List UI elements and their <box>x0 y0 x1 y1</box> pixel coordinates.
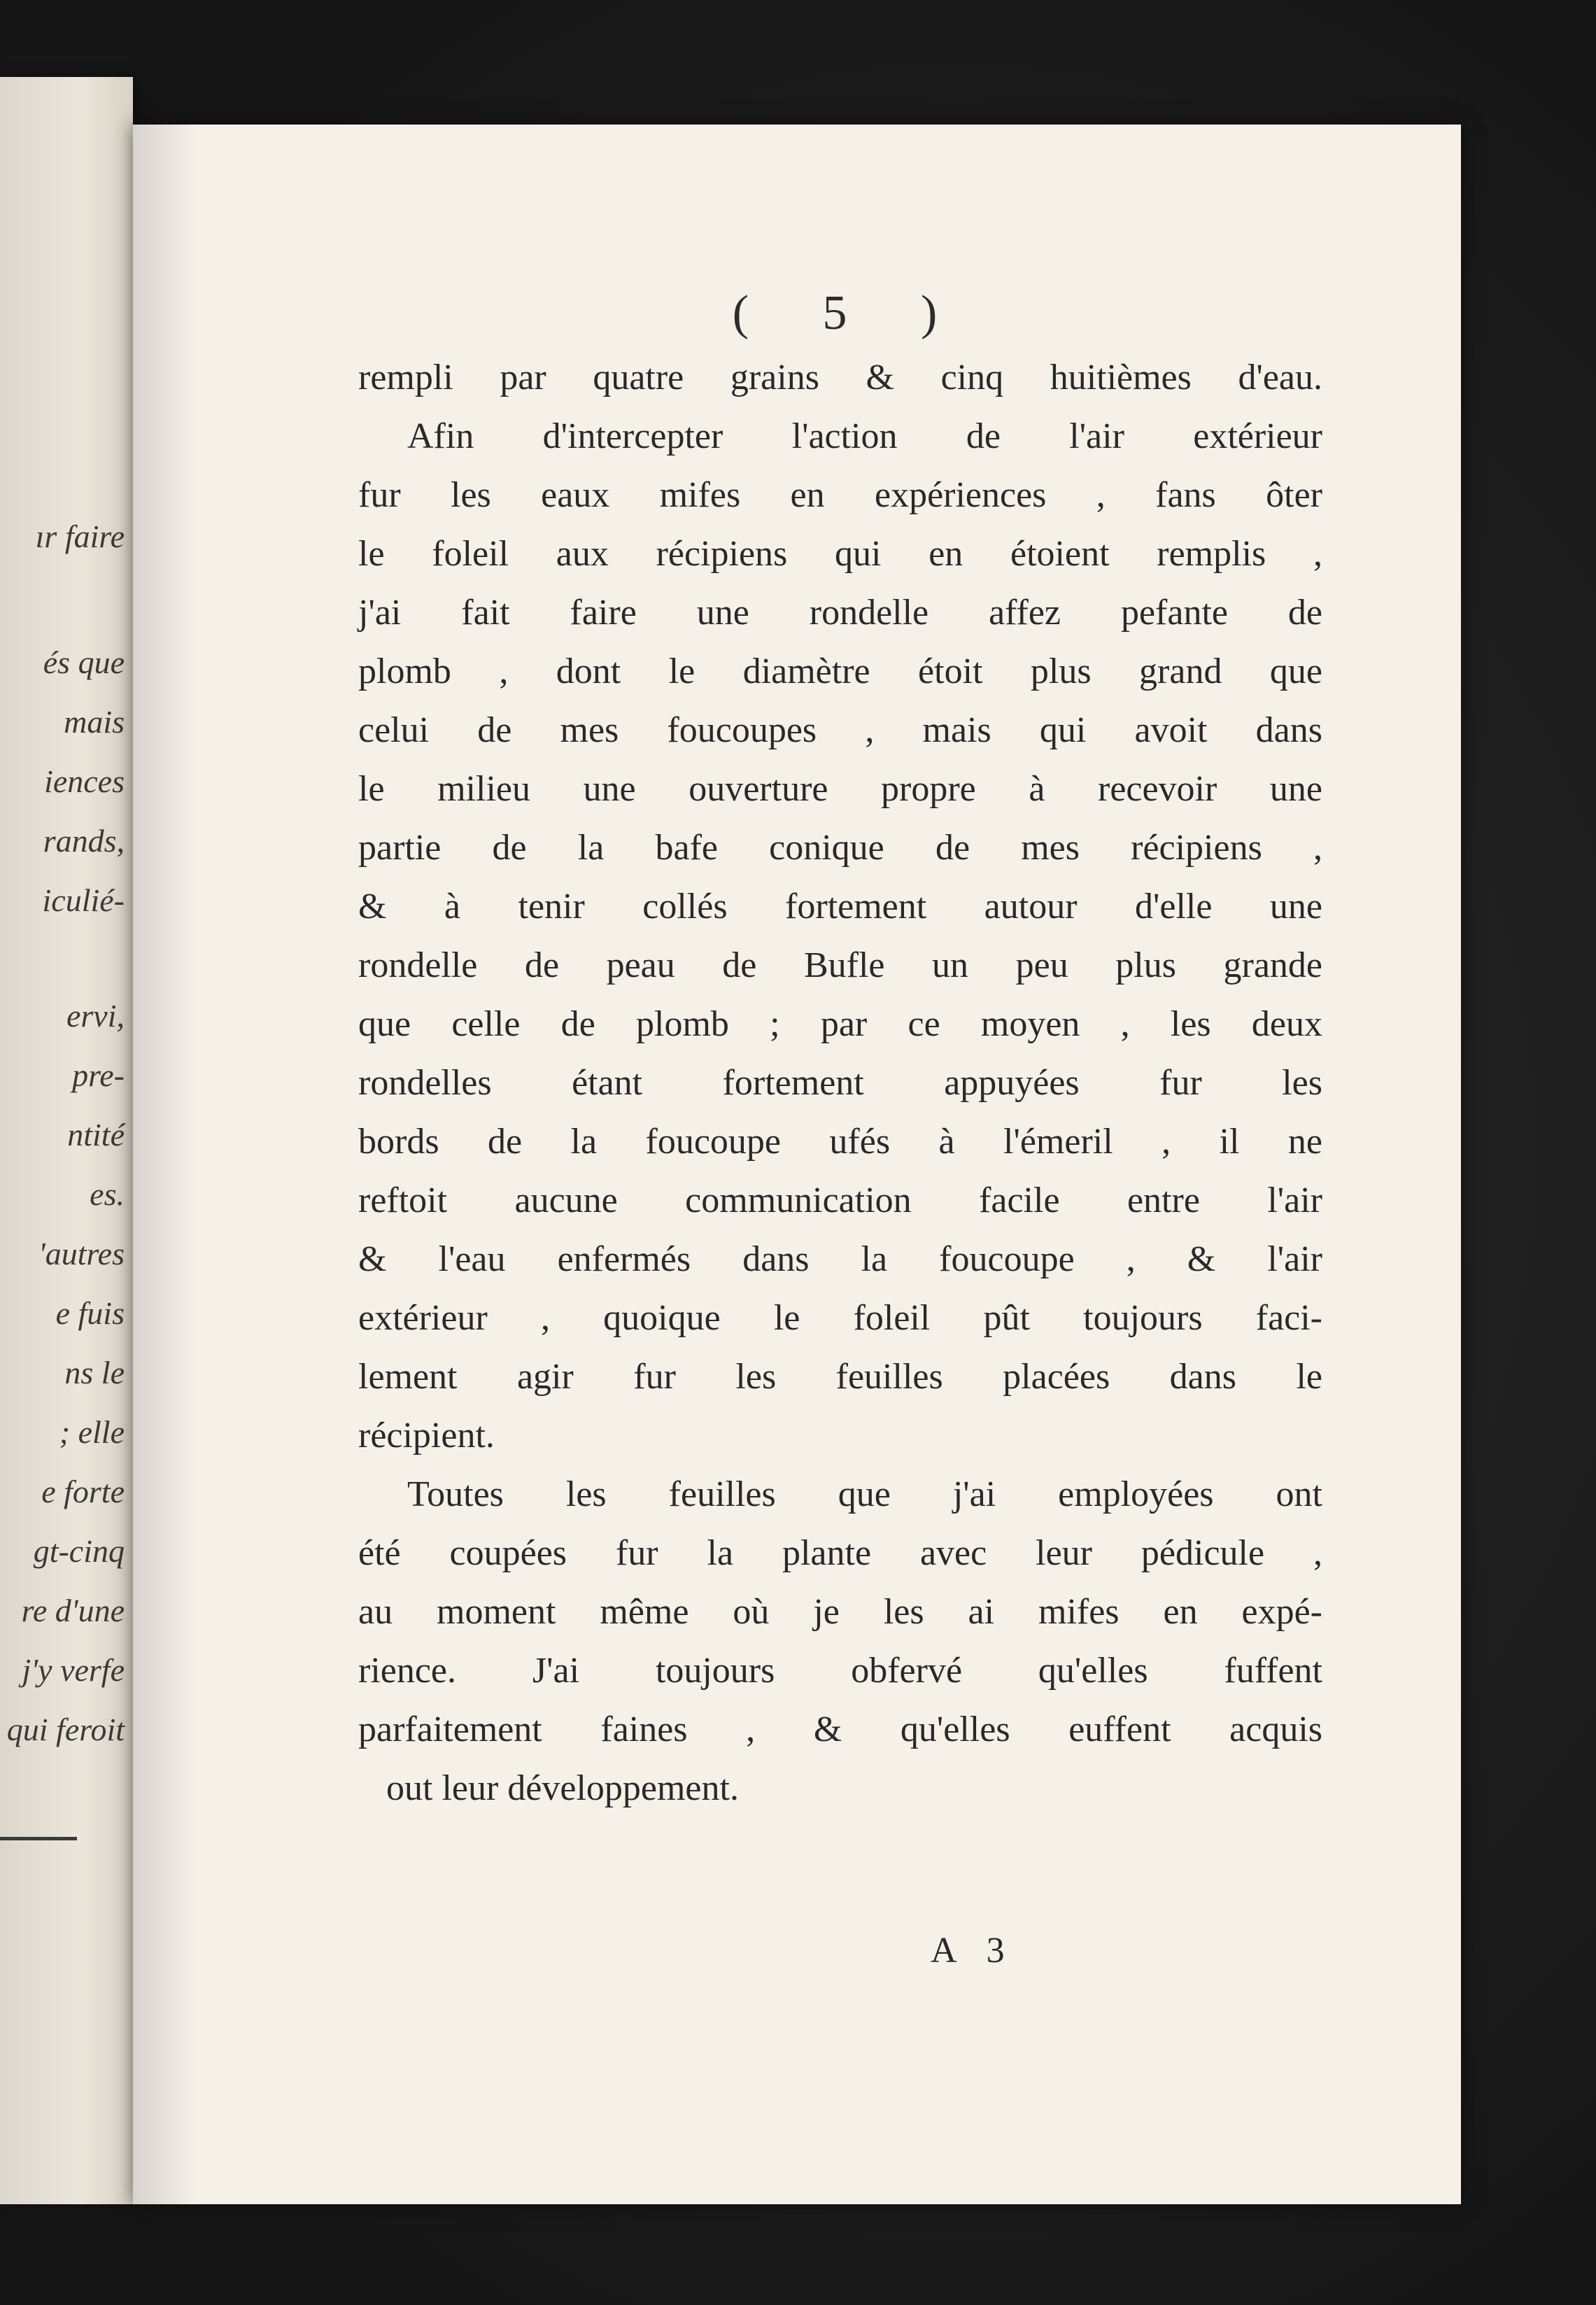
left-fragment: ervi, <box>66 998 125 1034</box>
text-line: rience. J'ai toujours obfervé qu'elles fuffent <box>358 1651 1322 1691</box>
page-number: ( 5 ) <box>732 286 968 340</box>
left-fragment: es. <box>90 1176 125 1212</box>
left-fragment: ır faire <box>35 519 125 554</box>
text-line: récipient. <box>358 1416 495 1455</box>
text-line: celui de mes foucoupes , mais qui avoit dans <box>358 710 1322 750</box>
body-text <box>358 348 1322 1818</box>
previous-page-edge <box>0 77 133 2204</box>
left-fragment: mais <box>64 704 125 740</box>
text-line: reftoit aucune communication facile entre l'air <box>358 1180 1322 1220</box>
text-line: rondelles étant fortement appuyées fur les <box>358 1063 1322 1103</box>
left-page-rule <box>0 1837 77 1840</box>
left-fragment: rands, <box>43 823 125 859</box>
text-line: Toutes les feuilles que j'ai employées ont <box>407 1474 1322 1514</box>
text-line: le foleil aux récipiens qui en étoient remplis , <box>358 534 1322 574</box>
text-line: Afin d'intercepter l'action de l'air extérieur <box>407 416 1322 456</box>
text-line: & à tenir collés fortement autour d'elle une <box>358 887 1322 926</box>
left-fragment: e forte <box>41 1474 125 1509</box>
left-fragment: re d'une <box>21 1593 125 1628</box>
text-line: au moment même où je les ai mifes en expé- <box>358 1592 1322 1632</box>
text-line: été coupées fur la plante avec leur pédicule , <box>358 1533 1322 1573</box>
left-fragment: ; elle <box>59 1414 125 1450</box>
left-fragment: j'y verfe <box>22 1652 125 1688</box>
left-fragment: iences <box>44 763 125 799</box>
text-line: plomb , dont le diamètre étoit plus grand que <box>358 651 1322 691</box>
text-line: & l'eau enfermés dans la foucoupe , & l'air <box>358 1239 1322 1279</box>
text-line: que celle de plomb ; par ce moyen , les deux <box>358 1004 1322 1044</box>
book-page <box>133 125 1461 2204</box>
signature-mark: A 3 <box>931 1931 1016 1971</box>
left-fragment: qui feroit <box>6 1712 125 1747</box>
text-line: out leur développement. <box>386 1768 739 1808</box>
text-line: le milieu une ouverture propre à recevoir une <box>358 769 1322 809</box>
left-fragment: e fuis <box>55 1295 125 1331</box>
text-line: rondelle de peau de Bufle un peu plus grande <box>358 945 1322 985</box>
gutter-shadow <box>133 125 196 2204</box>
left-fragment: ns le <box>64 1355 125 1390</box>
text-line: parfaitement faines , & qu'elles euffent acquis <box>358 1710 1322 1749</box>
text-line: extérieur , quoique le foleil pût toujours faci- <box>358 1298 1322 1338</box>
text-line: fur les eaux mifes en expériences , fans ôter <box>358 475 1322 515</box>
text-line: lement agir fur les feuilles placées dans le <box>358 1357 1322 1397</box>
left-fragment: 'autres <box>38 1236 125 1271</box>
left-fragment: ntité <box>67 1117 125 1152</box>
text-line: j'ai fait faire une rondelle affez pefante de <box>358 593 1322 633</box>
text-line: bords de la foucoupe ufés à l'émeril , il ne <box>358 1122 1322 1162</box>
text-line: partie de la bafe conique de mes récipiens , <box>358 828 1322 868</box>
left-fragment: gt-cinq <box>33 1533 125 1569</box>
text-line: rempli par quatre grains & cinq huitièmes d'eau. <box>358 358 1322 397</box>
left-fragment: iculié- <box>42 882 125 918</box>
left-fragment: pre- <box>72 1057 125 1093</box>
left-fragment: és que <box>43 644 125 680</box>
